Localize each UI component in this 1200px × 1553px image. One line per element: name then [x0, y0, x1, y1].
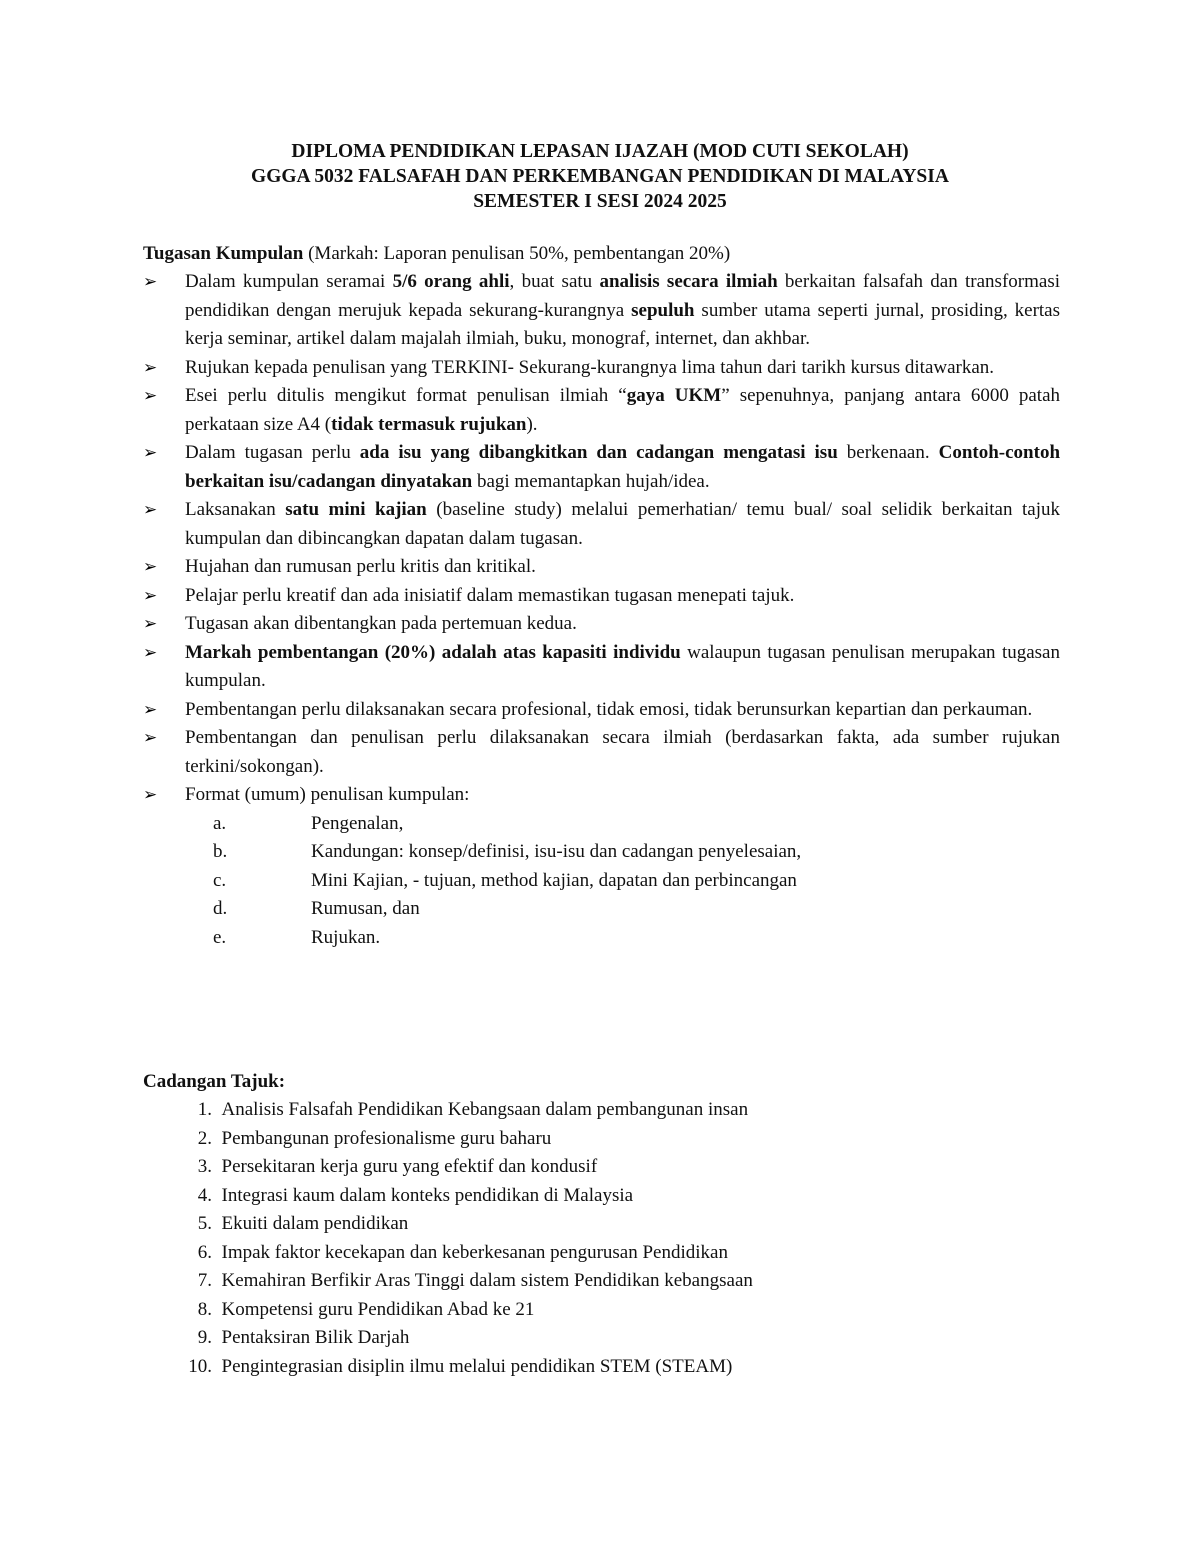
list-item — [143, 696, 1060, 725]
list-item — [165, 1267, 753, 1296]
bullet-text: Pembentangan dan penulisan perlu dilaksanakan secara ilmiah (berdasarkan fakta, ada sumber rujukan terkini/sokongan). — [185, 727, 1060, 777]
arrow-bullet-icon: ➢ — [143, 728, 158, 748]
format-sublist — [185, 810, 1060, 953]
arrow-bullet-icon: ➢ — [143, 357, 158, 378]
sublist-label: e. — [213, 926, 227, 948]
list-item — [143, 268, 1060, 354]
list-item — [143, 354, 1060, 383]
bullet-text: Rujukan kepada penulisan yang TERKINI- Sekurang-kurangnya lima tahun dari tarikh kursus ditawarkan. — [185, 356, 995, 378]
arrow-bullet-icon: ➢ — [143, 585, 158, 606]
sublist-label: a. — [213, 812, 227, 834]
arrow-bullet-icon: ➢ — [143, 272, 158, 292]
bullet-text: Format (umum) penulisan kumpulan: a. Pengenalan, b. Kandungan: konsep/definisi, isu-isu dan cadangan penyelesaian, c. Mini Kajian, - tujuan, method kajian, dapatan dan perbincangan d. Rumusan, dan e. Rujukan. — [185, 781, 1060, 952]
list-item — [165, 1096, 753, 1125]
assignment-bullet-list — [143, 268, 1060, 952]
list-item — [165, 1324, 753, 1353]
topic-text: Integrasi kaum dalam konteks pendidikan di Malaysia — [221, 1184, 634, 1206]
bullet-text: Tugasan akan dibentangkan pada pertemuan kedua. — [185, 613, 577, 634]
list-item — [143, 781, 1060, 952]
title-line-course: GGGA 5032 FALSAFAH DAN PERKEMBANGAN PENDIDIKAN DI MALAYSIA — [251, 166, 949, 187]
arrow-bullet-icon: ➢ — [143, 699, 158, 720]
bullet-text: Dalam kumpulan seramai 5/6 orang ahli, buat satu analisis secara ilmiah berkaitan falsafah dan transformasi pendidikan dengan merujuk kepada sekurang-kurangnya sepuluh sumber utama seperti jurnal, prosiding, kertas kerja seminar, artikel dalam majalah ilmiah, buku, monograf, internet, dan akhbar. — [185, 271, 1060, 349]
bullet-text: Hujahan dan rumusan perlu kritis dan kritikal. — [185, 556, 536, 577]
arrow-bullet-icon: ➢ — [143, 642, 158, 663]
topic-text: Pengintegrasian disiplin ilmu melalui pendidikan STEM (STEAM) — [221, 1355, 733, 1377]
list-item — [185, 924, 1060, 953]
topic-number: 1. — [197, 1099, 212, 1120]
topics-list — [165, 1096, 753, 1381]
bullet-text: Markah pembentangan (20%) adalah atas kapasiti individu walaupun tugasan penulisan merupakan tugasan kumpulan. — [185, 641, 1060, 691]
assignment-heading — [143, 240, 730, 268]
list-item — [143, 724, 1060, 781]
sublist-label: d. — [213, 898, 228, 919]
topic-text: Kompetensi guru Pendidikan Abad ke 21 — [221, 1298, 535, 1320]
topic-number: 4. — [197, 1184, 212, 1206]
list-item — [143, 639, 1060, 696]
arrow-bullet-icon: ➢ — [143, 557, 158, 577]
list-item — [165, 1353, 753, 1382]
list-item — [143, 553, 1060, 582]
title-line-program: DIPLOMA PENDIDIKAN LEPASAN IJAZAH (MOD CUTI SEKOLAH) — [291, 141, 909, 162]
arrow-bullet-icon: ➢ — [143, 443, 158, 463]
list-item — [143, 439, 1060, 496]
bullet-text: Laksanakan satu mini kajian (baseline study) melalui pemerhatian/ temu bual/ soal selidik berkaitan tajuk kumpulan dan dibincangkan dapatan dalam tugasan. — [185, 499, 1060, 549]
topic-number: 3. — [197, 1156, 212, 1177]
list-item — [165, 1296, 753, 1325]
title-line-semester: SEMESTER I SESI 2024 2025 — [473, 191, 727, 212]
topic-text: Persekitaran kerja guru yang efektif dan kondusif — [221, 1156, 598, 1177]
topic-text: Kemahiran Berfikir Aras Tinggi dalam sistem Pendidikan kebangsaan — [221, 1270, 753, 1291]
topic-text: Impak faktor kecekapan dan keberkesanan pengurusan Pendidikan — [221, 1241, 728, 1263]
list-item — [143, 496, 1060, 553]
bullet-text: Pembentangan perlu dilaksanakan secara profesional, tidak emosi, tidak berunsurkan kepartian dan perkauman. — [185, 698, 1033, 720]
list-item — [143, 582, 1060, 611]
topic-number: 10. — [188, 1355, 212, 1377]
topic-number: 7. — [197, 1270, 212, 1291]
document-title — [0, 139, 1200, 214]
topic-text: Pembangunan profesionalisme guru baharu — [221, 1127, 552, 1149]
sublist-text: Mini Kajian, - tujuan, method kajian, dapatan dan perbincangan — [311, 869, 797, 891]
list-item — [165, 1182, 753, 1211]
sublist-text: Rumusan, dan — [311, 898, 420, 919]
topic-number: 2. — [197, 1127, 212, 1149]
arrow-bullet-icon: ➢ — [143, 614, 158, 634]
topic-text: Analisis Falsafah Pendidikan Kebangsaan dalam pembangunan insan — [221, 1099, 749, 1120]
list-item — [185, 810, 1060, 839]
sublist-label: b. — [213, 841, 228, 862]
topic-number: 8. — [197, 1298, 212, 1320]
assignment-heading-bold: Tugasan Kumpulan — [143, 243, 304, 264]
bullet-text: Esei perlu ditulis mengikut format penulisan ilmiah “gaya UKM” sepenuhnya, panjang antara 6000 patah perkataan size A4 (tidak termasuk rujukan). — [185, 385, 1060, 435]
topic-text: Pentaksiran Bilik Darjah — [221, 1327, 410, 1348]
bullet-text: Pelajar perlu kreatif dan ada inisiatif dalam memastikan tugasan menepati tajuk. — [185, 584, 795, 606]
arrow-bullet-icon: ➢ — [143, 500, 158, 520]
arrow-bullet-icon: ➢ — [143, 386, 158, 406]
bullet-text: Dalam tugasan perlu ada isu yang dibangkitkan dan cadangan mengatasi isu berkenaan. Contoh-contoh berkaitan isu/cadangan dinyatakan bagi memantapkan hujah/idea. — [185, 442, 1061, 492]
list-item — [185, 895, 1060, 924]
sublist-text: Rujukan. — [311, 926, 381, 948]
list-item — [143, 610, 1060, 639]
sublist-text: Kandungan: konsep/definisi, isu-isu dan cadangan penyelesaian, — [311, 841, 802, 862]
topic-text: Ekuiti dalam pendidikan — [221, 1213, 409, 1234]
arrow-bullet-icon: ➢ — [143, 785, 158, 805]
list-item — [165, 1153, 753, 1182]
topic-number: 5. — [197, 1213, 212, 1234]
list-item — [165, 1125, 753, 1154]
sublist-text: Pengenalan, — [311, 812, 404, 834]
list-item — [165, 1239, 753, 1268]
topic-number: 6. — [197, 1241, 212, 1263]
assignment-heading-marks: (Markah: Laporan penulisan 50%, pembentangan 20%) — [303, 243, 731, 264]
list-item — [165, 1210, 753, 1239]
topic-number: 9. — [197, 1327, 212, 1348]
sublist-label: c. — [213, 869, 227, 891]
list-item — [185, 838, 1060, 867]
topics-heading: Cadangan Tajuk: — [143, 1071, 286, 1092]
list-item — [185, 867, 1060, 896]
list-item — [143, 382, 1060, 439]
